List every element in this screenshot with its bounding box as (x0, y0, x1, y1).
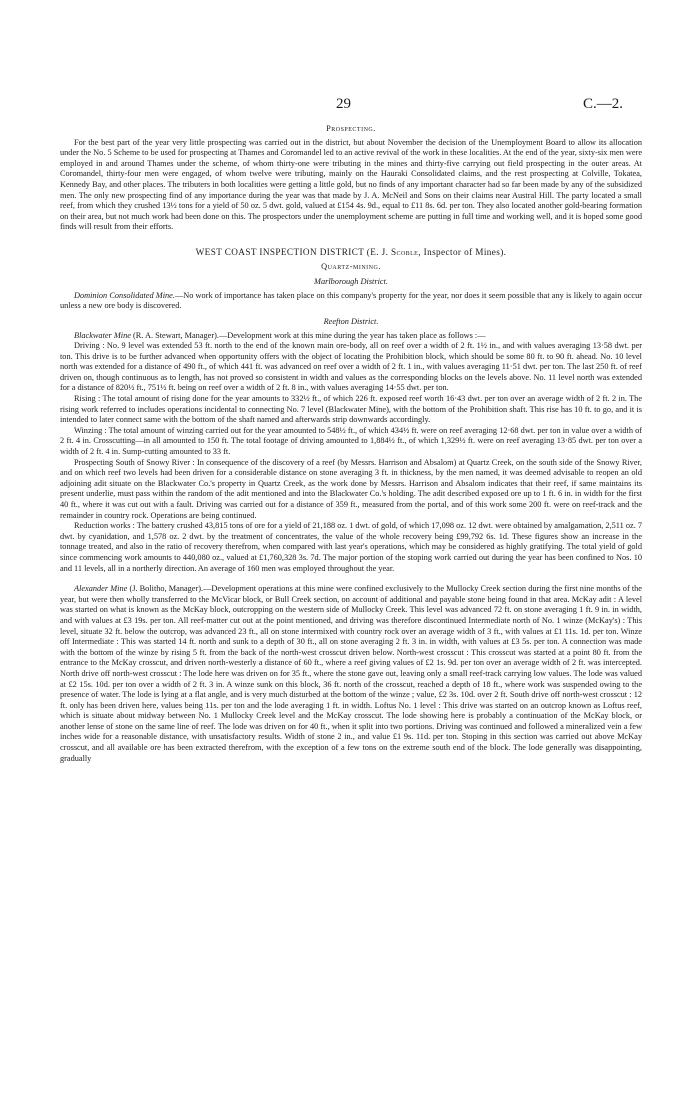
document-body (60, 121, 642, 764)
blackwater-mine-name: Blackwater Mine (74, 330, 131, 340)
winzing-paragraph: Winzing : The total amount of winzing carried out for the year amounted to 548½ ft., of which 434½ ft. were on reef averaging 12·68 dwt. per ton in value over a width of 2 ft. 4 in. Crosscutting—in all amounted to 150 ft. The total footage of driving amounted to 1,884½ ft., of which 1,329½ ft. were on reef averaging 13·85 dwt. per ton over a width of 2 ft. 4 in. Sump-cutting amounted to 33 ft. (60, 425, 642, 457)
dominion-text: —No work of importance has taken place on this company's property for the year, nor does it seem possible that any is likely to again occur unless a new ore body is discovered. (60, 290, 642, 311)
reefton-district-heading: Reefton District. (323, 316, 379, 326)
inspector-suffix: , Inspector of Mines). (418, 246, 507, 257)
alexander-mine-name: Alexander Mine (74, 584, 128, 594)
blackwater-intro-paragraph (60, 331, 642, 342)
quartz-mining-heading: Quartz-mining. (321, 261, 381, 271)
document-reference: C.—2. (583, 96, 624, 112)
snowy-river-paragraph: Prospecting South of Snowy River : In consequence of the discovery of a reef (by Messrs. Harrison and Absalom) at Quartz Creek, on the south side of the Snowy River, and on which reef two levels had been driven for a considerable distance on stone averaging 3 ft. in thickness, by the men named, it was deemed advisable to reopen an old adjoining adit situate on the Blackwater Co.'s property in Quartz Creek, as the work done by Messrs. Harrison and Absalom indicates that their reef, if same maintains its present underlie, must pass within the random of the adit mentioned and into the Blackwater Co.'s holding. The adit described exposed ore up to 1 ft. 6 in. in width for the first 40 ft., where it was cut out with a fault. Driving was carried out for a distance of 359 ft., measured from the portal, and of this work some 200 ft. were on reef-track and the remainder in country rock. Operations are being continued. (60, 457, 642, 520)
rising-paragraph: Rising : The total amount of rising done for the year amounts to 332½ ft., of which 226 ft. exposed reef worth 16·43 dwt. per ton over an average width of 2 ft. 2 in. The rising work referred to includes operations incidental to connecting No. 7 level (Blackwater Mine), with the bottom of the Prohibition shaft. This rise has 10 ft. to go, and it is intended to later connect same with the bottom of the shaft named and afterwards strip downwards accordingly. (60, 394, 642, 425)
reduction-works-paragraph: Reduction works : The battery crushed 43,815 tons of ore for a yield of 21,188 oz. 1 dwt. of gold, of which 17,098 oz. 12 dwt. were obtained by amalgamation, 2,511 oz. 7 dwt. by cyanidation, and 1,578 oz. 2 dwt. by the treatment of concentrates, the value of the whole recovery being £99,792 6s. 1d. These figures show an increase in the tonnage treated, and also in the ratio of recovery therefrom, when compared with last year's operations, which may be considered as highly gratifying. The total yield of gold since commencing work amounts to 440,080 oz., valued at £1,760,328 3s. 7d. The major portion of the stoping work carried out during the year has been confined to Nos. 10 and 11 levels, all in a northerly direction. An average of 160 men was employed throughout the year. (60, 521, 642, 573)
alexander-manager: (J. Bolitho, Manager). (127, 584, 204, 594)
dominion-mine-name: Dominion Consolidated Mine. (74, 290, 175, 300)
west-coast-district-title (60, 247, 642, 258)
marlborough-district-heading: Marlborough District. (314, 277, 388, 287)
blackwater-intro: (R. A. Stewart, Manager).—Development work at this mine during the year has taken place as follows :— (130, 330, 486, 340)
prospecting-heading: Prospecting. (326, 124, 376, 133)
prospecting-paragraph: For the best part of the year very little prospecting was carried out in the district, but about November the decision of the Unemployment Board to allow its allocation under the No. 5 Scheme to be used for prospecting at Thames and Coromandel led to an active revival of the work in these localities. At the end of the year, sixty-six men were employed in and around Thames under the scheme, of whom thirty-one were tributing in the mines and thirty-five carrying out field prospecting in the outer areas. At Coromandel, thirty-four men were engaged, of whom twelve were tributing, mainly on the Hauraki Consolidated claims, and the rest prospecting at Colville, Tokatea, Kennedy Bay, and other places. The tributers in both localities were getting a little gold, but no finds of any important character had so far been made by any of the subsidized men. The only new prospecting find of any importance during the year was that made by J. A. McNeil and Sons on their claims near Austral Hill. The party located a small reef, from which they crushed 13½ tons for a yield of 50 oz. 5 dwt. gold, valued at £154 4s. 9d., equal to £11 8s. 6d. per ton. They also located another gold-bearing formation on their area, but not much work had been done on this. The prospectors under the unemployment scheme are putting in full time and working well, and it is hoped some good finds will result from their efforts. (60, 137, 642, 232)
alexander-text: —Development operations at this mine were confined exclusively to the Mullocky Creek section during the first nine months of the year, but were then wholly transferred to the McVicar block, or Bull Creek section, on account of additional and payable stone being found in that area. McKay adit : A level was started on what is known as the McKay block, outcropping on the western side of Mullocky Creek. This level was advanced 72 ft. on stone averaging 1 ft. 9 in. in width, and with values at £3 19s. per ton. All reef-matter cut out at the point mentioned, and driving was therefore discontinued Intermediate north of No. 1 winze (McKay's) : This level, situate 32 ft. below the outcrop, was advanced 23 ft., all on stone intermixed with country rock over an average width of 3 ft., with values at £1 11s. 1d. per ton. Winze off Intermediate : This was started 14 ft. north and sunk to a depth of 30 ft., all on stone averaging 2 ft. 3 in. in width, with values at £3 5s. per ton. A connection was made with the bottom of the winze by rising 5 ft. from the back of the north-west crosscut driven below. North-west crosscut : This crosscut was started at a point 80 ft. from the entrance to the McKay crosscut, and driven north-westerly a distance of 60 ft., where a reef giving values of £2 1s. 9d. per ton over an average width of 2 ft. was intercepted. North drive off north-west crosscut : The lode here was driven on for 35 ft., where the stone gave out, leaving only a small reef-track carrying low values. The lode was valued at £2 15s. 10d. per ton over a width of 2 ft. 3 in. A winze sunk on this block, 36 ft. north of the crosscut, reached a depth of 18 ft., where work was suspended owing to the presence of water. The lode is lying at a flat angle, and is very much disturbed at the bottom of the winze ; value, £2 3s. 10d. over 2 ft. South drive off north-west crosscut : 12 ft. only has been driven here, values being 11s. per ton and the lode averaging 1 ft. in width. Loftus No. 1 level : This drive was started on an outcrop known as Loftus reef, which is situate about midway between No. 1 Mullocky Creek level and the McKay crosscut. The lode showing here is probably a continuation of the McKay block, or another lense of stone on the same line of reef. The lode was driven on for 40 ft., when it split into two portions. Driving was continued and followed a mineralized vein a few inches wide for a reasonable distance, with unsatisfactory results. Width of stone 2 in., and value £1 9s. 11d. per ton. Stoping in this section was carried out above McKay crosscut, and all available ore has been extracted therefrom, with the exception of a few tons on the extreme south end of the block. The lode generally was disappointing, gradually (60, 584, 642, 763)
district-name: WEST COAST INSPECTION DISTRICT (195, 246, 365, 257)
dominion-consolidated-paragraph (60, 291, 642, 312)
page-number: 29 (336, 96, 351, 112)
inspector-prefix: (E. J. (366, 246, 392, 257)
inspector-name: Scoble (391, 246, 419, 257)
driving-paragraph: Driving : No. 9 level was extended 53 ft. north to the end of the known main ore-body, all on reef over a width of 2 ft. 1½ in., and with values averaging 13·58 dwt. per ton. This drive is to be further advanced when opportunity offers with the object of locating the Prohibition block, which should be some 80 ft. to 90 ft. ahead. No. 10 level north was extended for a distance of 490 ft., of which 441 ft. was advanced on reef over a width of 2 ft. 1 in., with values averaging 11·51 dwt. per ton. The last 250 ft. of reef driven on, though continuous as to length, has not proved so consistent in width and values as the corresponding blocks on the levels above. No. 11 level north was extended for a distance of 820½ ft., 751½ ft. being on reef over a width of 2 ft. 8 in., with values averaging 14·55 dwt. per ton. (60, 341, 642, 393)
alexander-mine-paragraph (60, 584, 642, 764)
